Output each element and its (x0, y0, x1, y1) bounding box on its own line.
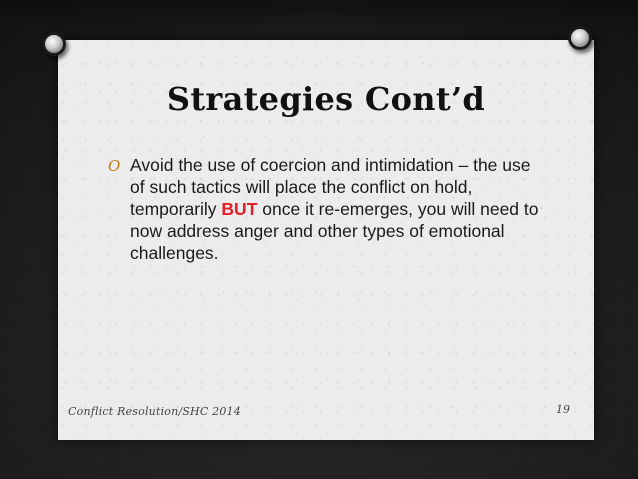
bullet-marker: O (108, 157, 121, 175)
slide-footer: Conflict Resolution/SHC 2014 (68, 405, 241, 418)
bullet-text-before: Avoid the use of coercion and intimidation – the use of such tactics will place the conflict on hold, temporarily (130, 155, 531, 219)
pushpin-icon (42, 32, 66, 56)
bullet-emphasis: BUT (221, 199, 258, 219)
bullet-text (130, 154, 548, 264)
bullet-text-after: once it re-emerges, you will need to now address anger and other types of emotional challenges. (130, 199, 539, 263)
slide-title: Strategies Cont’d (166, 80, 486, 118)
pushpin-icon (568, 26, 592, 50)
page-number: 19 (556, 403, 570, 416)
bullet-item (108, 154, 548, 264)
